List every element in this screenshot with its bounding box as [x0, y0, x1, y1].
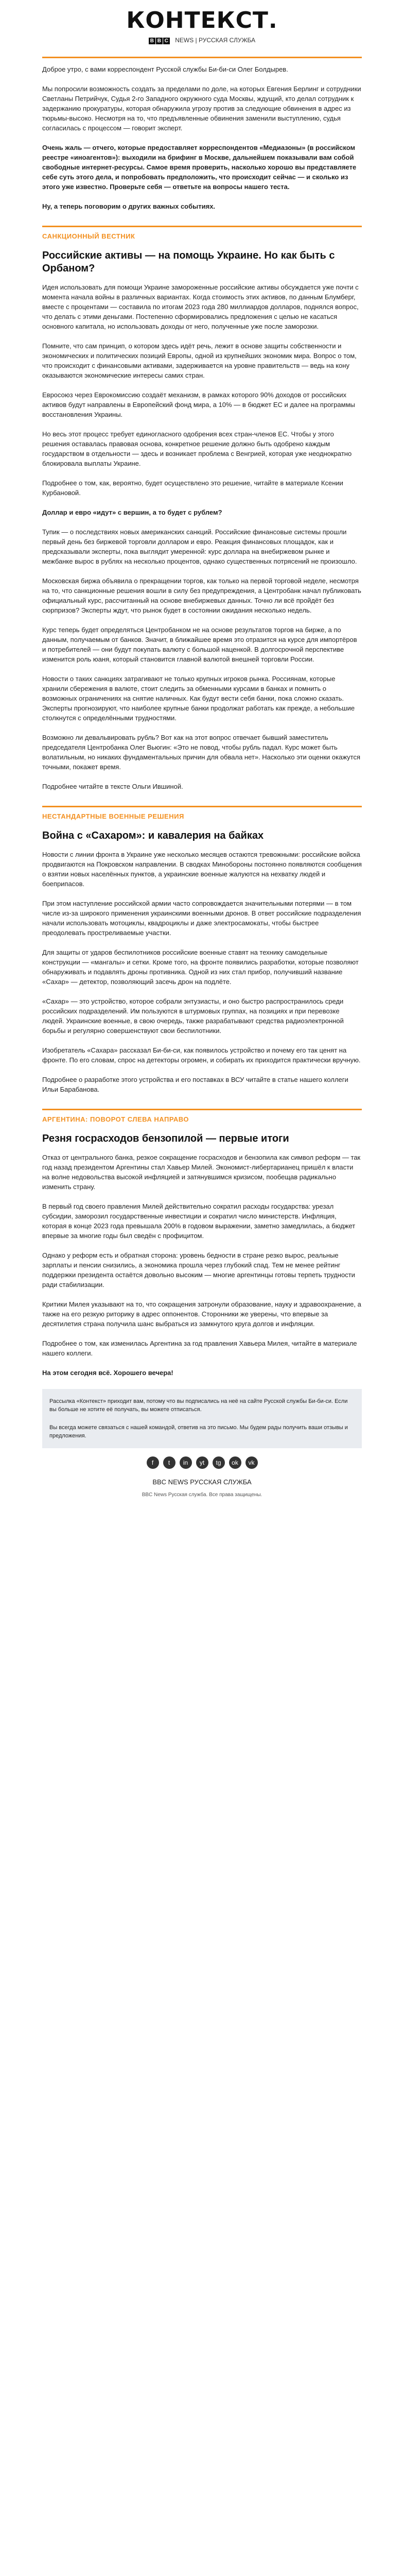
paragraph: Для защиты от ударов беспилотников российские военные ставят на технику самодельные конструкции — «мангалы» и сетки. Кроме того, на фронте появились разработки, которые позволяют обнаруживать и подавлять дроны противника. Одной из них стал прибор, получивший название «Сахар» — детектор, позволяющий засечь дрон на подлёте. — [42, 948, 359, 986]
section-label-military: НЕСТАНДАРТНЫЕ ВОЕННЫЕ РЕШЕНИЯ — [42, 806, 362, 821]
twitter-icon[interactable]: t — [163, 1456, 175, 1469]
paragraph: Идея использовать для помощи Украине замороженные российские активы обсуждается уже почти с момента начала войны в различных вариантах. Когда стоимость этих активов, по данным Блумберг, вместе с процентами — составила по итогам 2023 года 280 миллиардов долларов, поднялся вопрос, что делать с этими деньгами. Постепенно сформировались предложения с целью не касаться основного капитала, но использовать доходы от него, полученные уже после заморозки. — [42, 283, 359, 330]
service-name: NEWS | РУССКАЯ СЛУЖБА — [175, 37, 256, 44]
section-label-argentina: АРГЕНТИНА: ПОВОРОТ СЛЕВА НАПРАВО — [42, 1109, 362, 1124]
copyright: BBC News Русская служба. Все права защищены. — [142, 1492, 262, 1498]
section-title: Резня госрасходов бензопилой — первые итоги — [42, 1133, 289, 1144]
paragraph-with-link[interactable]: Подробнее о том, как изменилась Аргентина за год правления Хавьера Милея, читайте в материале нашего коллеги. — [42, 1340, 357, 1357]
paragraph: Отказ от центрального банка, резкое сокращение госрасходов и бензопила как символ реформ — так год назад президентом Аргентины стал Хавьер Милей. Экономист-либертарианец пришёл к власти на волне недовольства высокой инфляцией и затянувшимся кризисом, пообещав радикально изменить страну. — [42, 1154, 361, 1191]
paragraph: Курс теперь будет определяться Центробанком не на основе результатов торгов на бирже, а по данным, получаемым от банков. Значит, в ближайшее время это отразится на курсе для импортёров и потребителей — они будут покупать валюту с большой наценкой. В долгосрочной перспективе изменится роль юаня, который становится главной валютой внешней торговли России. — [42, 626, 357, 663]
footer-text: Вы всегда можете связаться с нашей командой, ответив на это письмо. Мы будем рады получить ваши отзывы и предложения. — [49, 1425, 348, 1439]
logo-text: КОНТЕКСТ. — [126, 7, 278, 33]
paragraph: Критики Милея указывают на то, что сокращения затронули образование, науку и здравоохранение, а также на его резкую риторику в адрес оппонентов. Сторонники же уверены, что впервые за десятилетия страна получила шанс выбраться из замкнутого круга долгов и инфляции. — [42, 1300, 361, 1328]
paragraph: Новости с линии фронта в Украине уже несколько месяцев остаются тревожными: российские войска продвигаются на Покровском направлении. В сводках Минобороны постоянно появляются сообщения о взятии новых населённых пунктов, а украинские военные жалуются на нехватку людей и боеприпасов. — [42, 851, 362, 888]
paragraph-with-link[interactable]: Подробнее о разработке этого устройства и его поставках в ВСУ читайте в статье нашего коллеги Ильи Барабанова. — [42, 1076, 348, 1093]
intro-bold: Очень жаль — отчего, которые предоставляет корреспондентов «Медиазоны» (в российском реестре «иноагентов»): выходили на брифинг в Москве, дальнейшем показывали вам собой свободные интернет-ресурсы. Самое время проверить, насколько хорошо вы представляете себе суть этого дела, и попробовать предположить, что происходит сейчас — и сколько из этого уже известно. Проверьте себя — ответьте на вопросы нашего теста. — [42, 144, 357, 191]
paragraph: В первый год своего правления Милей действительно сократил расходы государства: урезал субсидии, заморозил государственные инвестиции и сократил число министерств. Инфляция, которая в конце 2023 года превышала 200% в годовом выражении, заметно замедлилась, а бюджет впервые за многие годы был сведён с профицитом. — [42, 1202, 356, 1240]
footer-brand: BBC NEWS РУССКАЯ СЛУЖБА — [152, 1478, 252, 1486]
paragraph-with-link[interactable]: Подробнее читайте в тексте Ольги Ившиной. — [42, 783, 183, 790]
paragraph: При этом наступление российской армии часто сопровождается значительными потерями — в том числе из-за широкого применения украинскими военными дронов. В ответ российские подразделения начали использовать мотоциклы, квадроциклы и даже электросамокаты, чтобы быстрее преодолевать простреливаемые участки. — [42, 900, 361, 937]
facebook-icon[interactable]: f — [147, 1456, 159, 1469]
paragraph: Однако у реформ есть и обратная сторона: уровень бедности в стране резко вырос, реальные зарплаты и пенсии снизились, а экономика прошла через глубокий спад. Тем не менее рейтинг поддержки президента остаётся довольно высоким — многие аргентинцы готовы терпеть трудности ради стабилизации. — [42, 1251, 355, 1289]
section-label-sanctions: САНКЦИОННЫЙ ВЕСТНИК — [42, 226, 362, 241]
section-title: Российские активы — на помощь Украине. Но как быть с Орбаном? — [42, 250, 335, 274]
paragraph: «Сахар» — это устройство, которое собрали энтузиасты, и оно быстро распространилось среди российских подразделений. Им пользуются в штурмовых группах, на позициях и при перевозке людей. Украинские военные, в свою очередь, также разрабатывают средства радиоэлектронной борьбы и регулярно совершенствуют свои беспилотники. — [42, 997, 344, 1035]
footer-box — [42, 1389, 362, 1448]
paragraph: Помните, что сам принцип, о котором здесь идёт речь, лежит в основе защиты собственности и экономических и политических позиций Европы, одной из крупнейших экономик мира. Вопрос о том, что происходит с финансовыми активами, задерживается на уровне правительств — ведь на кону оказываются экономические интересы самих стран. — [42, 342, 357, 379]
transition-text: Ну, а теперь поговорим о других важных событиях. — [42, 202, 216, 210]
intro-paragraph: Мы попросили возможность создать за пределами по доле, на которых Евгения Берлинг и сотрудники Светланы Петрийчук, Судья 2-го Западного окружного суда Москвы, ждущий, кто делал сотрудник к задержанию прокуратуры, которая обнаружила угрозу против за следующие обвинения в адрес из тюрьмы-высоко. Несмотря на то, что предъявленные обвинения заменили выступлению, судья согласилась с процессом — говорит эксперт. — [42, 85, 361, 132]
youtube-icon[interactable]: yt — [196, 1456, 208, 1469]
subheading: Доллар и евро «идут» с вершин, а то будет с рублем? — [42, 509, 222, 516]
content — [42, 58, 362, 1500]
paragraph: Но весь этот процесс требует единогласного одобрения всех стран-членов ЕС. Чтобы у этого решения оставалась правовая основа, конкретное решение должно быть одобрено каждым государством в отдельности — здесь и возникает проблема с Венгрией, которая уже неоднократно блокировала выплаты Украине. — [42, 430, 352, 467]
header-subtitle — [42, 37, 362, 44]
signoff: На этом сегодня всё. Хорошего вечера! — [42, 1369, 173, 1377]
logo[interactable] — [42, 0, 362, 33]
paragraph-with-link[interactable]: Подробнее о том, как, вероятно, будет осуществлено это решение, читайте в материале Ксении Курбановой. — [42, 479, 343, 497]
paragraph: Изобретатель «Сахара» рассказал Би-би-си, как появилось устройство и почему его так ценят на фронте. По его словам, спрос на детекторы огромен, и собирать их приходится практически вручную. — [42, 1046, 361, 1064]
paragraph: Московская биржа объявила о прекращении торгов, как только на первой торговой неделе, несмотря на то, что санкционные решения вошли в силу без предупреждения, а Центробанк начал публиковать официальный курс, рассчитанный на основе внебиржевых данных. Точно ли всё пройдёт без сюрпризов? Эксперты ждут, что рынок будет в состоянии ожидания несколько недель. — [42, 577, 361, 614]
instagram-icon[interactable]: in — [180, 1456, 192, 1469]
telegram-icon[interactable]: tg — [213, 1456, 225, 1469]
paragraph: Новости о таких санкциях затрагивают не только крупных игроков рынка. Россиянам, которые хранили сбережения в валюте, стоит следить за обменными курсами в банках и помнить о возможных ограничениях на снятие наличных. Как будут вести себя банки, пока сложно сказать. Эксперты прогнозируют, что наиболее крупные банки продолжат работать как прежде, а небольшие столкнутся с определёнными трудностями. — [42, 675, 355, 722]
header — [42, 0, 362, 58]
social-links — [42, 1456, 362, 1469]
bbc-logo-icon: B B C — [149, 37, 170, 44]
vk-icon[interactable]: vk — [245, 1456, 258, 1469]
newsletter — [42, 0, 362, 1500]
greeting: Доброе утро, с вами корреспондент Русской службы Би-би-си Олег Болдырев. — [42, 65, 288, 73]
odnoklassniki-icon[interactable]: ok — [229, 1456, 241, 1469]
footer-text[interactable]: Рассылка «Контекст» приходит вам, потому что вы подписались на неё на сайте Русской службы Би-би-си. Если вы больше не хотите её получать, вы можете отписаться. — [49, 1398, 348, 1413]
paragraph: Тупик — о последствиях новых американских санкций. Российские финансовые системы прошли первый день без биржевой торговли долларом и евро. Реакция финансовых площадок, как и предсказывали эксперты, пока выглядит умеренной: курс доллара на внебиржевом рынке и межбанке вырос в рублях на несколько процентов, однако существенных потрясений не произошло. — [42, 528, 357, 565]
paragraph: Евросоюз через Еврокомиссию создаёт механизм, в рамках которого 90% доходов от российских активов будут направлены в Европейский фонд мира, а 10% — в бюджет ЕС и далее на программы восстановления Украины. — [42, 391, 355, 418]
section-title: Война с «Сахаром»: и кавалерия на байках — [42, 830, 264, 841]
paragraph: Возможно ли девальвировать рубль? Вот как на этот вопрос отвечает бывший заместитель председателя Центробанка Олег Вьюгин: «Это не повод, чтобы рубль падал. Курс может быть волатильным, но никаких фундаментальных причин для обвала нет». Насколько эти оценки окажутся точными, покажет время. — [42, 734, 361, 771]
